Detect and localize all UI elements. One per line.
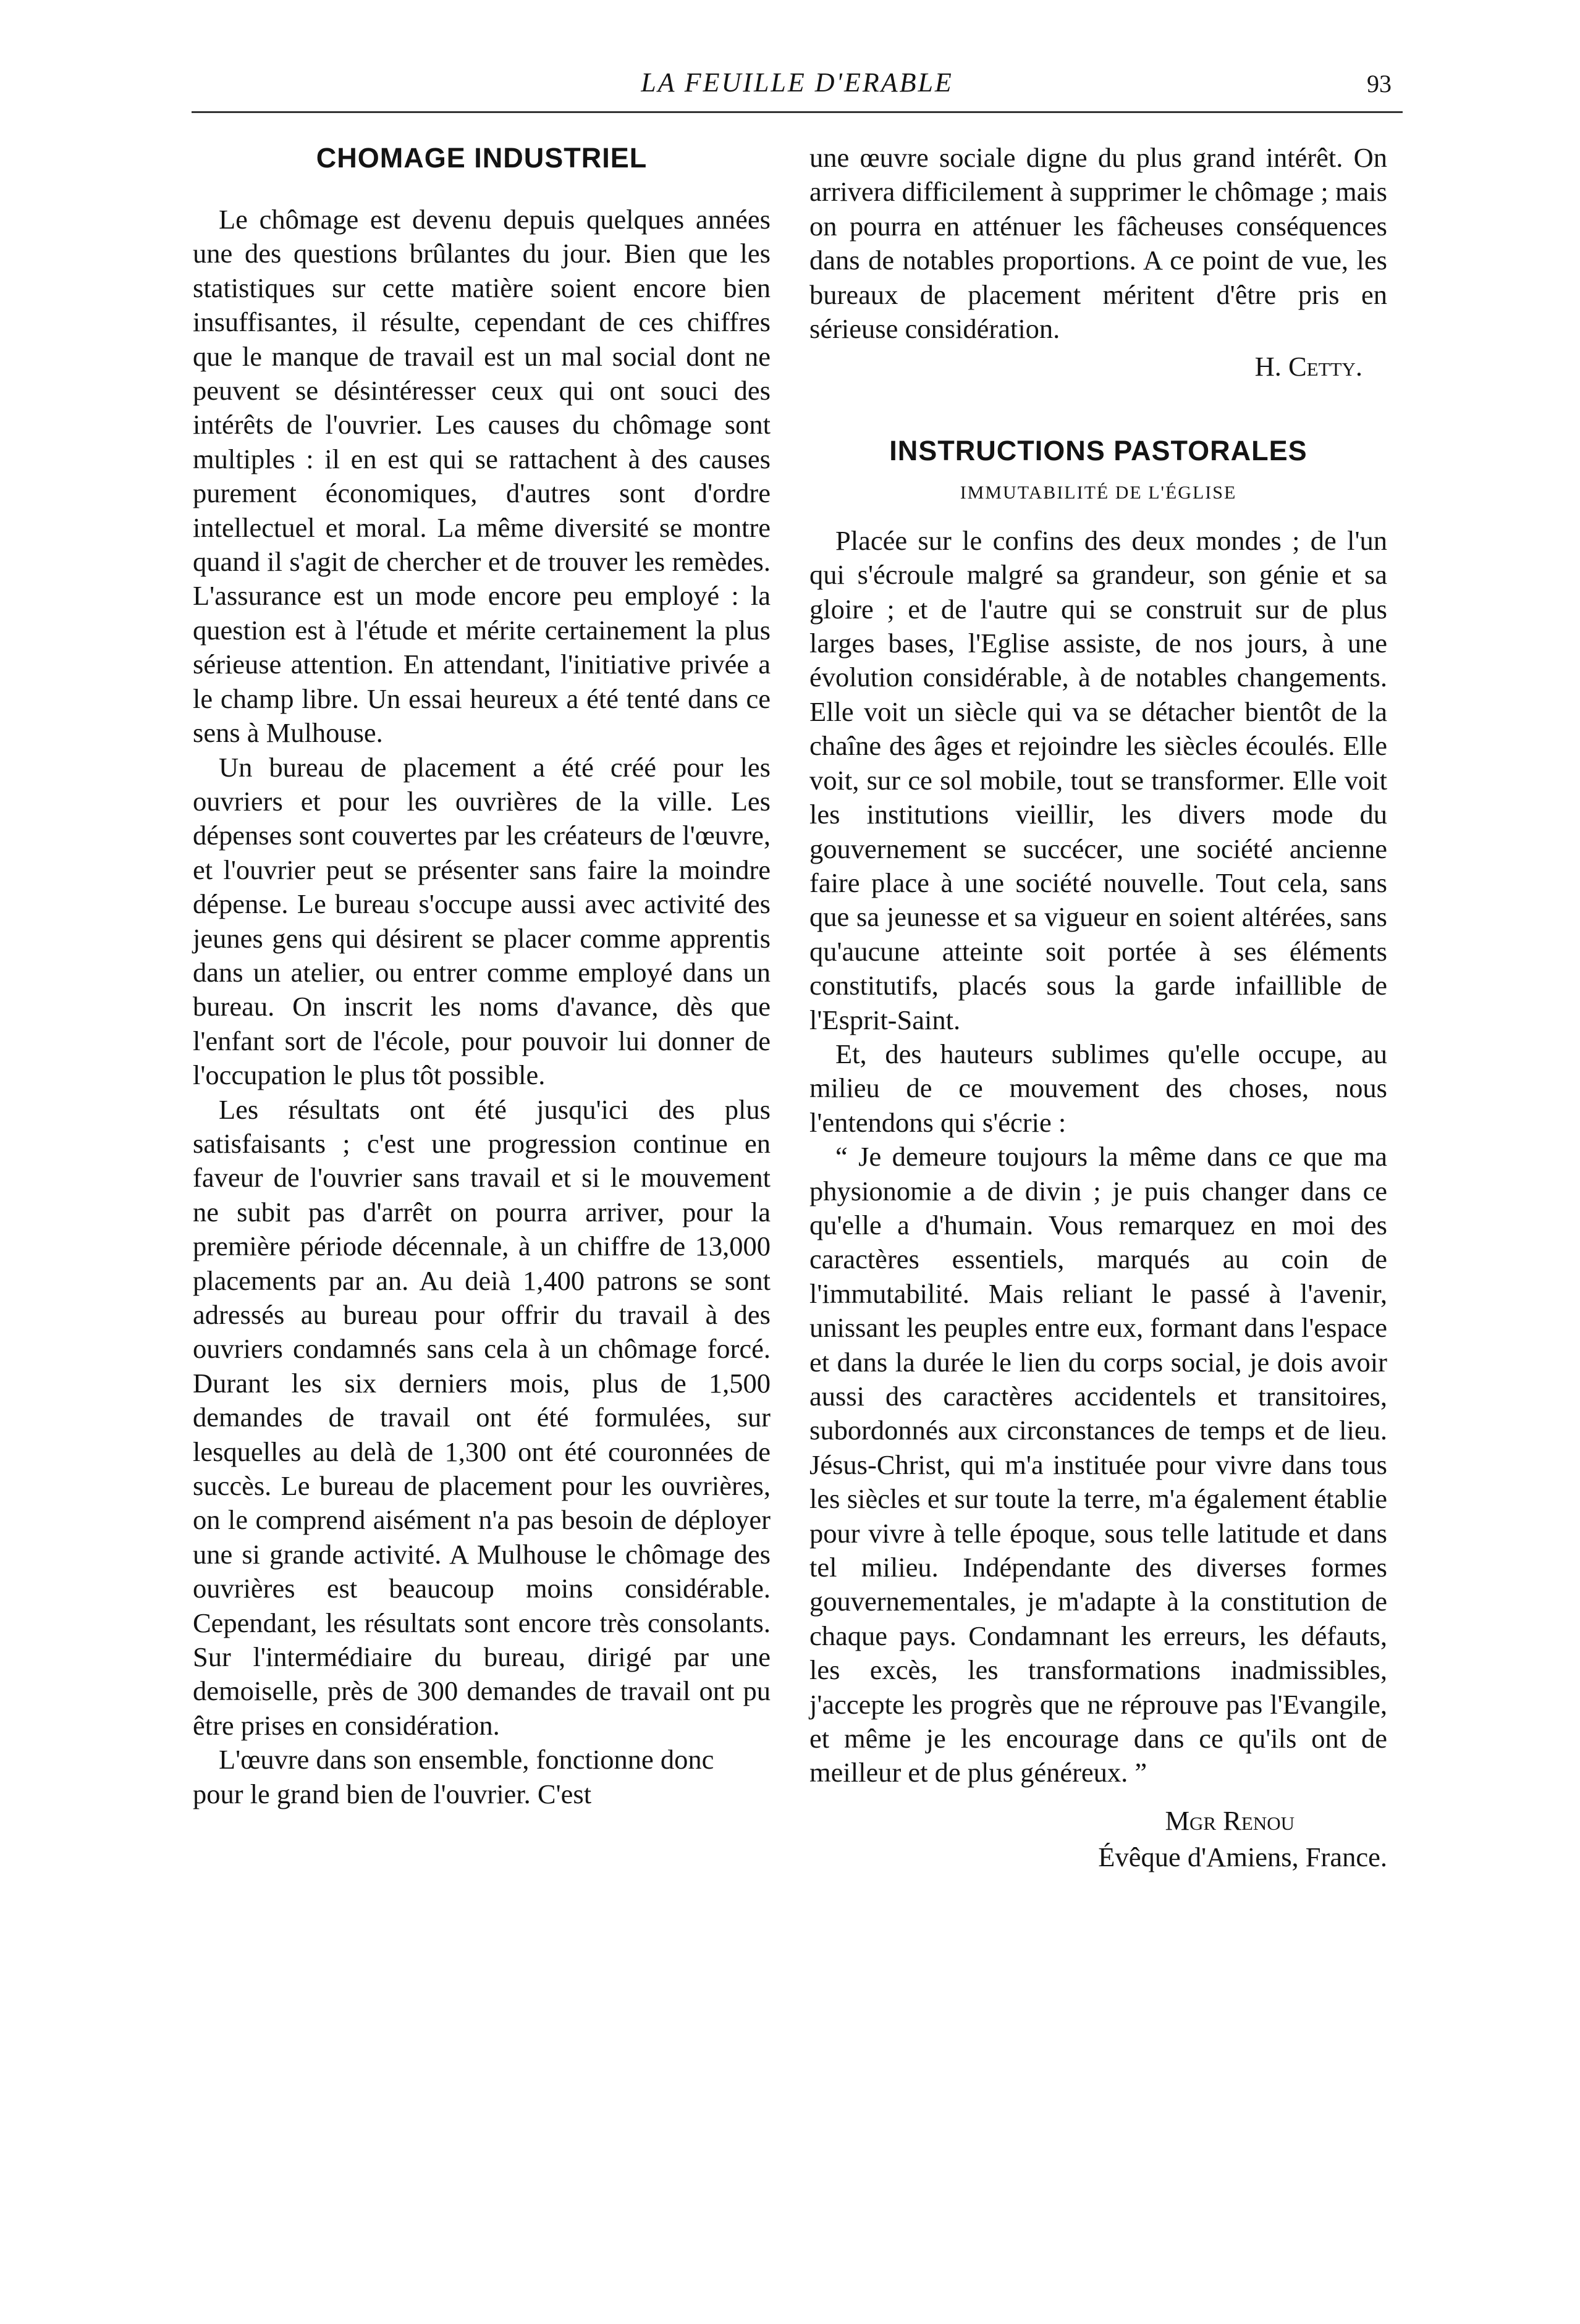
article-continuation: une œuvre sociale digne du plus grand intérêt. On arrivera difficilement à supprimer le chômage ; mais on pourra en atténuer les fâcheuses conséquences dans de notables proportions. A ce point de vue, les bureaux de placement méritent d'être pris en sérieuse considération. [809, 142, 1387, 345]
header-rule [192, 111, 1403, 113]
article-paragraph: Les résultats ont été jusqu'ici des plus satisfaisants ; c'est une progression continue en faveur de l'ouvrier sans travail et si le mouvement ne subit pas d'arrêt on pourra arriver, pour la première période décennale, à un chiffre de 13,000 placements par an. Au deià 1,400 patrons se sont adressés au bureau pour offrir du travail à des ouvriers condamnés sans cela à un chômage forcé. Durant les six derniers mois, plus de 1,500 demandes de travail ont été formulées, sur lesquelles au delà de 1,300 ont été couronnées de succès. Le bureau de placement pour les ouvrières, on le comprend aisément n'a pas besoin de déployer une si grande activité. A Mulhouse le chômage des ouvrières est beaucoup moins considérable. Cependant, les résultats sont encore très consolants. Sur l'intermédiaire du bureau, dirigé par une demoiselle, près de 300 demandes de travail ont pu être prises en considération. [193, 1093, 771, 1741]
article-paragraph: L'œuvre dans son ensemble, fonctionne donc pour le grand bien de l'ouvrier. C'est [193, 1744, 714, 1809]
author-signature-cetty: H. Cetty. [1254, 351, 1362, 382]
page-number: 93 [1367, 70, 1392, 98]
left-column [193, 141, 771, 1811]
article-title-instructions: INSTRUCTIONS PASTORALES [889, 434, 1308, 466]
running-head [192, 67, 1403, 110]
article-paragraph: Placée sur le confins des deux mondes ; de l'un qui s'écroule malgré sa grandeur, son génie et sa gloire ; et de l'autre qui se construit sur de plus larges bases, l'Eglise assiste, de nos jours, à une évolution considérable, à de notables changements. Elle voit un siècle qui va se détacher bientôt de la chaîne des âges et rejoindre les siècles écoulés. Elle voit, sur ce sol mobile, tout se transformer. Elle voit les institutions vieillir, les divers mode du gouvernement se succécer, une société ancienne faire place à une société nouvelle. Tout cela, sans que sa jeunesse et sa vigueur en soient altérées, sans qu'aucune atteinte soit portée à ses éléments constitutifs, placés sous la garde infaillible de l'Esprit-Saint. [809, 524, 1387, 1035]
section-spacer [809, 390, 1387, 434]
article-title-chomage: CHOMAGE INDUSTRIEL [316, 142, 648, 174]
article-paragraph: Et, des hauteurs sublimes qu'elle occupe, au milieu de ce mouvement des choses, nous l'entendons qui s'écrie : [809, 1038, 1387, 1138]
article-subtitle: IMMUTABILITÉ DE L'ÉGLISE [960, 482, 1237, 503]
author-title: Évêque d'Amiens, France. [1098, 1842, 1387, 1873]
right-column [809, 141, 1387, 1875]
article-paragraph: Un bureau de placement a été créé pour les ouvriers et pour les ouvrières de la ville. Les dépenses sont couvertes par les créateurs de l'œuvre, et l'ouvrier peut se présenter sans faire la moindre dépense. Le bureau s'occupe aussi avec activité des jeunes gens qui désirent se placer comme apprentis dans un atelier, ou entrer comme employé dans un bureau. On inscrit les noms d'avance, dès que l'enfant sort de l'école, pour pouvoir lui donner de l'occupation le plus tôt possible. [193, 751, 771, 1091]
article-paragraph: Le chômage est devenu depuis quelques années une des questions brûlantes du jour. Bien que les statistiques sur cette matière soient encore bien insuffisantes, il résulte, cependant de ces chiffres que le manque de travail est un mal social dont ne peuvent se désintéresser ceux qui ont souci des intérêts de l'ouvrier. Les causes du chômage sont multiples : il en est qui se rattachent à des causes purement économiques, d'autres sont d'ordre intellectuel et moral. La même diversité se montre quand il s'agit de chercher et de trouver les remèdes. L'assurance est un mode encore peu employé : la question est à l'étude et mérite certainement la plus sérieuse attention. En attendant, l'initiative privée a le champ libre. Un essai heureux a été tenté dans ce sens à Mulhouse. [193, 204, 771, 749]
author-signature-renou: Mgr Renou [1165, 1804, 1295, 1836]
journal-title: LA FEUILLE D'ERABLE [641, 67, 953, 98]
quotation-paragraph: “ Je demeure toujours la même dans ce que ma physionomie a de divin ; je puis changer dans ce qu'elle a d'humain. Vous remarquez en moi des caractères essentiels, marqués au coin de l'immutabilité. Mais reliant le passé à l'avenir, unissant les peuples entre eux, formant dans l'espace et dans la durée le lien du corps social, je dois avoir aussi des caractères accidentels et transitoires, subordonnés aux circonstances de temps et de lieu. Jésus-Christ, qui m'a instituée pour vivre dans tous les siècles et sur toute la terre, m'a également établie pour vivre à telle époque, sous telle latitude et dans tel milieu. Indépendante des diverses formes gouvernementales, je m'adapte à la constitution de chaque pays. Condamnant les erreurs, les défauts, les excès, les transformations inadmissibles, j'accepte les progrès que ne réprouve pas l'Evangile, et même je les encourage dans ce qu'ils ont de meilleur et de plus généreux. ” [809, 1141, 1387, 1788]
